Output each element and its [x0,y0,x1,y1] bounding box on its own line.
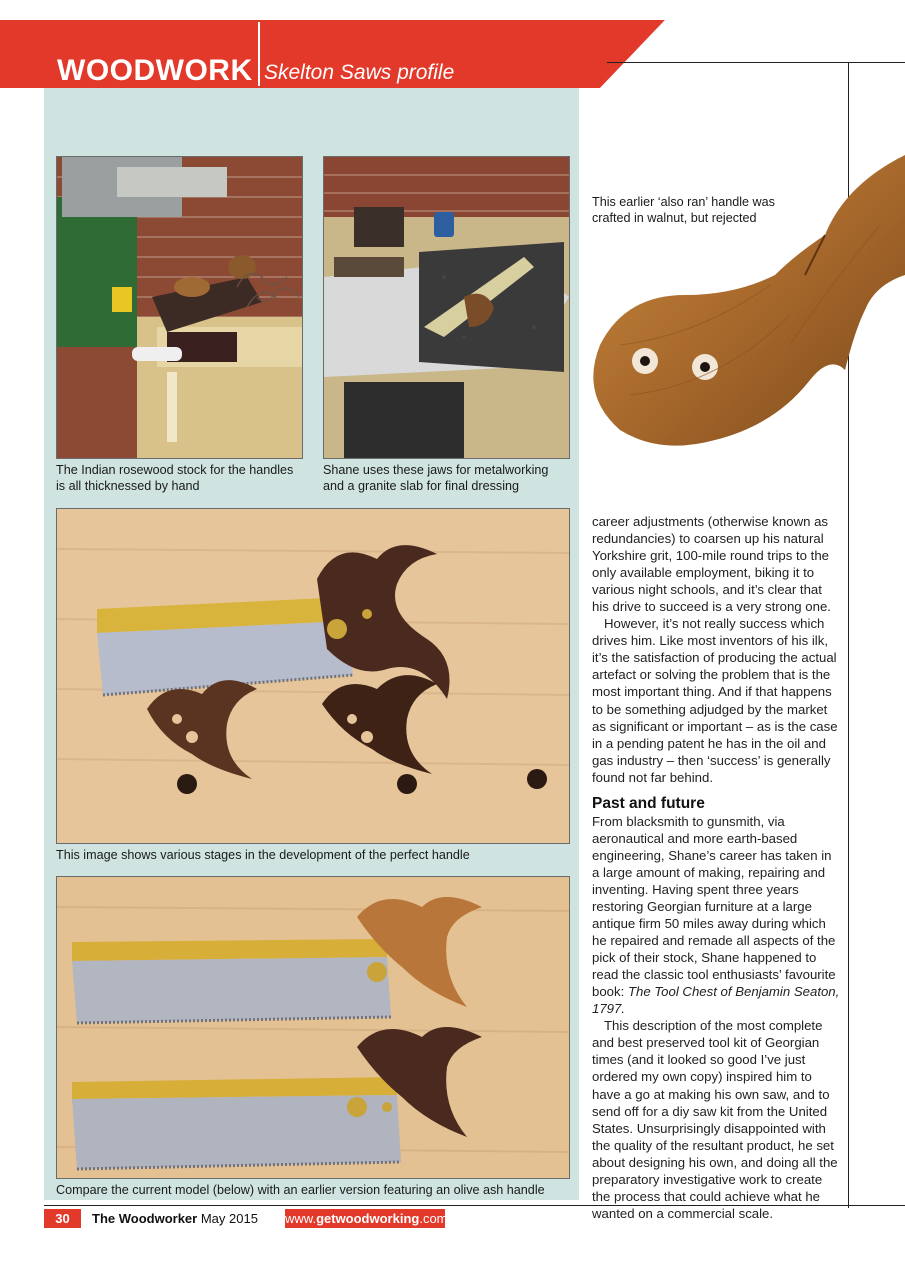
section-title: WOODWORK [57,54,253,87]
magazine-issue [92,1209,258,1228]
photo-walnut-handle [590,155,905,465]
photo-two-saws [56,876,570,1179]
article-subtitle: Skelton Saws profile [264,61,455,84]
header-rule [607,62,905,63]
page-number: 30 [44,1209,81,1228]
caption-walnut-handle: This earlier ‘also ran’ handle was crafted in walnut, but rejected [592,195,775,225]
photo-bench-plane [56,156,303,459]
book-title: The Tool Chest of Benjamin Seaton, 1797. [592,984,840,1017]
header-divider [258,22,260,86]
caption-two-saws: Compare the current model (below) with an earlier version featuring an olive ash handle [56,1183,545,1197]
photo-handle-stages [56,508,570,844]
paragraph [592,813,842,1018]
paragraph: career adjustments (otherwise known as redundancies) to coarsen up his natural Yorkshire grit, 100-mile round trips to the only available employment, biking it to various night schools, and it’s clear that his drive to succeed is a very strong one. [592,514,831,615]
section-heading: Past and future [592,794,705,812]
issue-date: May 2015 [200,1211,258,1226]
paragraph-text: From blacksmith to gunsmith, via aeronautical and more earth-based engineering, Shane’s career has taken in a large amount of making, repairing and inventing. Having spent three years restoring Georgian furniture at a large antique firm 50 miles away during which he repaired and remade all aspects of the pick of their stock, Shane happened to read the classic tool enthusiasts’ favourite book: [592,813,836,1000]
paragraph: However, it’s not really success which drives him. Like most inventors of his ilk, it’s the satisfaction of producing the actual artefact or solving the problem that is the most important thing. And if that happens to be something adjudged by the market as significant or important – as is the case in a pending patent he has in the oil and gas industry – then ‘success’ is generally found not far behind. [592,616,838,785]
magazine-name: The Woodworker [92,1211,198,1226]
footer-rule [44,1205,905,1206]
website-link[interactable]: www.getwoodworking.com [285,1211,448,1226]
caption-handle-stages: This image shows various stages in the development of the perfect handle [56,848,470,862]
caption-granite-slab: Shane uses these jaws for metalworking and a granite slab for final dressing [323,463,549,493]
photo-granite-slab [323,156,570,459]
paragraph: This description of the most complete and best preserved tool kit of Georgian times (and it looked so good I’ve just ordered my own copy) inspired him to have a go at making his own saw, and to send off for a diy saw kit from the United States. Unsurprisingly disappointed with the quality of the resultant product, he set about designing his own, and doing all the preparatory investigative work to create the process that could achieve what he wanted on a commercial scale. [592,1018,838,1221]
caption-bench-plane: The Indian rosewood stock for the handles is all thicknessed by hand [56,463,294,493]
article-body [592,513,842,1222]
